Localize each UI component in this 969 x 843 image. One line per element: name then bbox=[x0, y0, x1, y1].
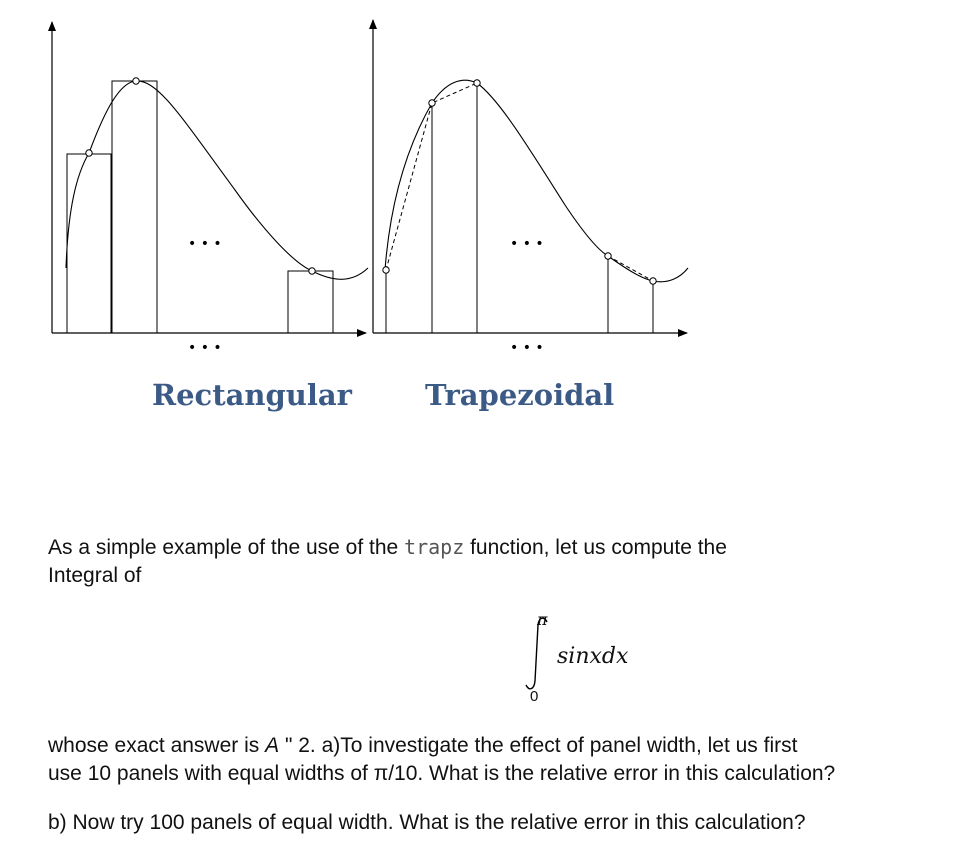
ellipsis-inner: • • • bbox=[510, 236, 544, 252]
ellipsis-axis: • • • bbox=[188, 340, 222, 356]
rectangle-panel bbox=[288, 271, 333, 333]
intro-text-cont: function, let us compute the bbox=[464, 536, 727, 559]
trapezoidal-diagram bbox=[373, 20, 688, 356]
integral-equation bbox=[520, 610, 680, 710]
integrand: sinxdx bbox=[557, 644, 629, 669]
ellipsis-axis: • • • bbox=[510, 340, 544, 356]
integral-lower-limit: 0 bbox=[530, 688, 539, 705]
sample-point bbox=[605, 253, 611, 259]
sample-point bbox=[650, 278, 656, 284]
question-a-paragraph bbox=[48, 732, 835, 788]
question-a-line-1 bbox=[48, 732, 835, 760]
question-b-paragraph: b) Now try 100 panels of equal width. What is the relative error in this calculation? bbox=[48, 811, 806, 834]
rectangle-panel bbox=[112, 81, 157, 333]
question-a-text-cont: " 2. a)To investigate the effect of panel width, let us first bbox=[279, 734, 798, 757]
symbol-a: A bbox=[265, 734, 280, 757]
integral-sign-icon bbox=[520, 613, 560, 695]
sample-point bbox=[133, 78, 139, 84]
rectangular-caption: Rectangular bbox=[152, 378, 352, 412]
trapezoidal-caption: Trapezoidal bbox=[425, 378, 615, 412]
sample-point bbox=[86, 150, 92, 156]
intro-text: As a simple example of the use of the bbox=[48, 536, 405, 559]
question-a-line-2: use 10 panels with equal widths of π/10. What is the relative error in this calculation? bbox=[48, 762, 836, 785]
intro-line-2: Integral of bbox=[48, 564, 142, 587]
question-a-text: whose exact answer is bbox=[48, 734, 266, 757]
integral-upper-limit: π bbox=[537, 610, 548, 629]
rectangle-panel bbox=[67, 154, 111, 333]
intro-line-1 bbox=[48, 533, 727, 562]
code-trapz: trapz bbox=[404, 535, 465, 559]
sample-point bbox=[429, 100, 435, 106]
rectangular-diagram bbox=[52, 22, 368, 356]
sample-point bbox=[474, 80, 480, 86]
sample-point bbox=[383, 267, 389, 273]
sample-point bbox=[309, 268, 315, 274]
intro-paragraph bbox=[48, 533, 727, 590]
ellipsis-inner: • • • bbox=[188, 236, 222, 252]
